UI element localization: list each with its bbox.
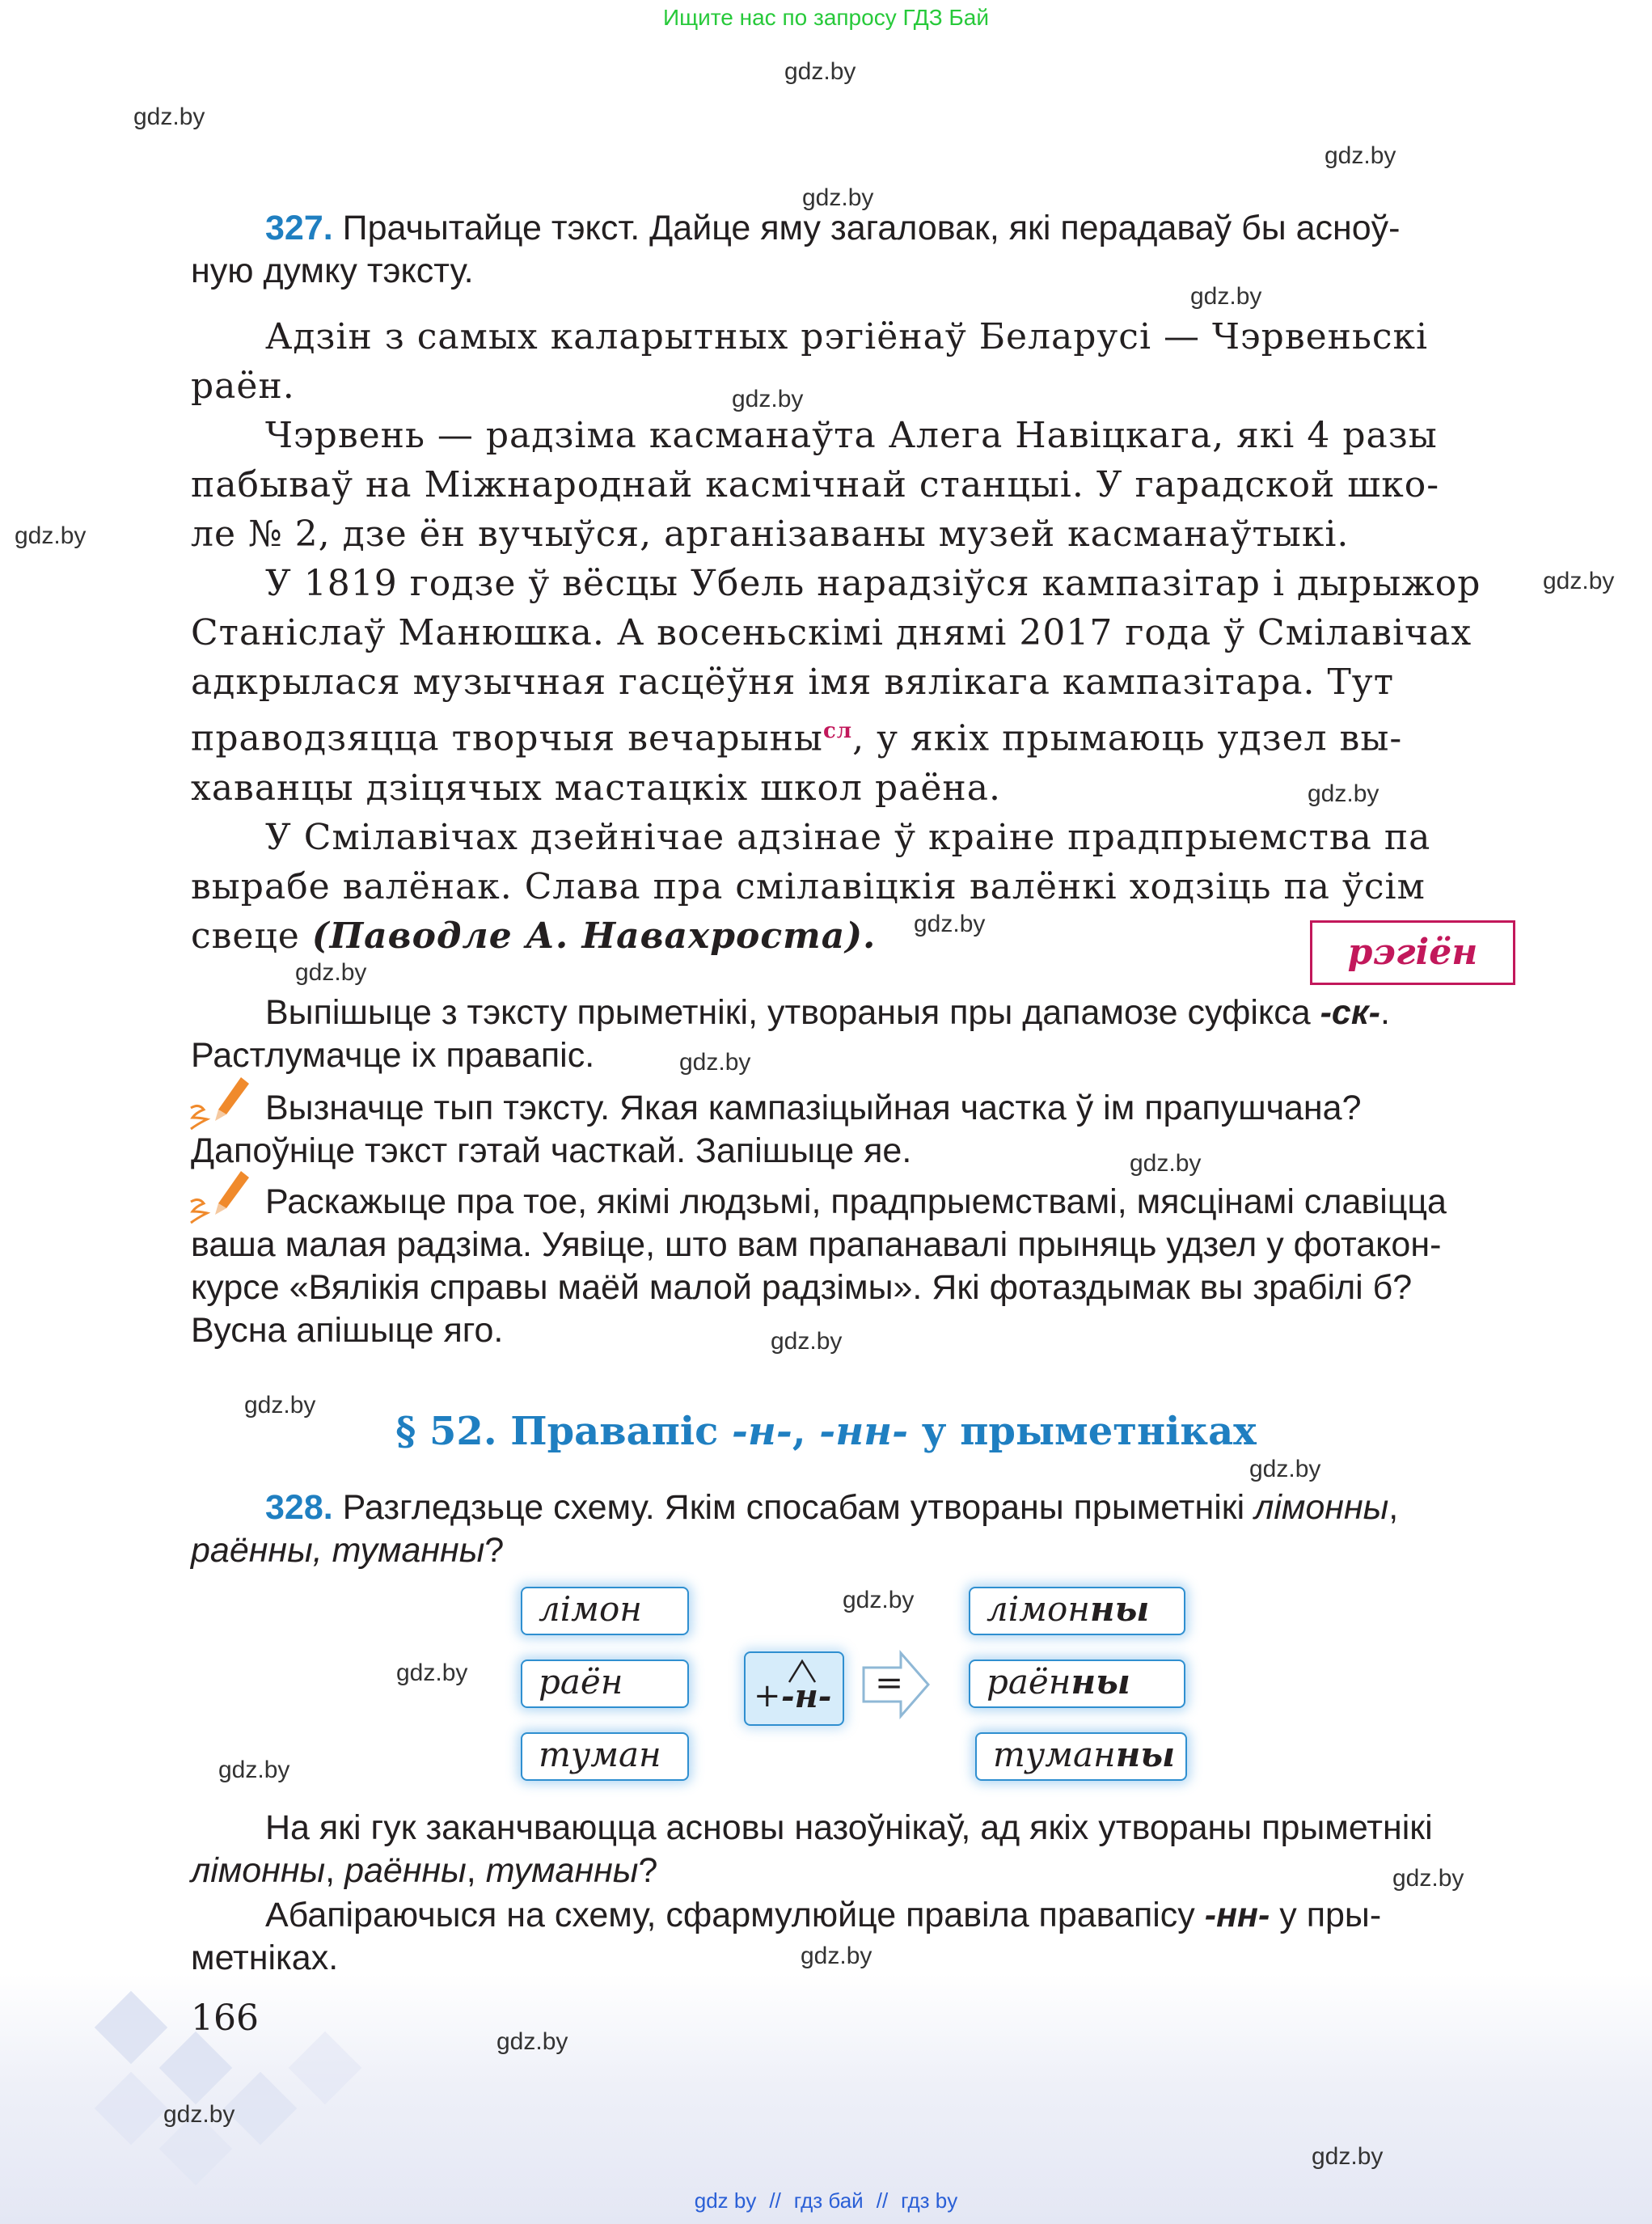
watermark: gdz.by	[133, 104, 205, 130]
footer-link[interactable]: gdz by	[694, 2188, 757, 2213]
watermark: gdz.by	[914, 911, 986, 937]
scheme-base-box: лімон	[521, 1587, 689, 1635]
watermark: gdz.by	[1543, 568, 1615, 594]
footer-link[interactable]: гдз by	[901, 2188, 958, 2213]
watermark: gdz.by	[218, 1757, 290, 1783]
page-number: 166	[191, 1998, 259, 2039]
exercise-328-task: 328. Разгледзьце схему. Якім спосабам утвораны прыметнікі лімонны, раённы, туманны?	[191, 1488, 1399, 1570]
watermark: gdz.by	[1130, 1150, 1202, 1177]
exercise-327-task-2: Вызначце тып тэксту. Якая кампазіцыйная частка ў ім прапушчана? Дапоўніце тэкст гэтай часткай. Запішыце яе.	[191, 1089, 1362, 1170]
footer-links	[0, 2188, 1652, 2213]
top-banner[interactable]: Ищите нас по запросу ГДЗ Бай	[662, 5, 990, 30]
exercise-327-task-1: Выпішыце з тэксту прыметнікі, утвораныя пры дапамозе суфікса -ск-. Растлумачце іх правапіс.	[191, 993, 1390, 1075]
exercise-number: 328.	[265, 1488, 333, 1527]
text-source: (Паводле А. Навахроста).	[311, 915, 877, 957]
exercise-328-question-2: Абапіраючыся на схему, сфармулюйце правіла правапісу -нн- у пры- метніках.	[191, 1896, 1382, 1977]
exercise-327-task: 327. Прачытайце тэкст. Дайце яму загаловак, які перадаваў бы асноў- ную думку тэксту.	[191, 209, 1401, 290]
footer-link[interactable]: гдз бай	[793, 2188, 864, 2213]
watermark: gdz.by	[295, 959, 367, 986]
watermark: gdz.by	[1392, 1865, 1464, 1892]
scheme-result-box: лімонны	[969, 1587, 1185, 1635]
watermark: gdz.by	[1249, 1456, 1321, 1482]
vocabulary-word-badge: рэгіён	[1310, 920, 1515, 985]
watermark: gdz.by	[802, 184, 874, 211]
watermark: gdz.by	[15, 522, 87, 549]
section-heading: § 52. Правапіс -н-, -нн- у прыметніках	[395, 1409, 1257, 1454]
watermark: gdz.by	[801, 1943, 872, 1969]
watermark: gdz.by	[163, 2101, 235, 2128]
footer-separator: //	[876, 2188, 889, 2213]
watermark: gdz.by	[244, 1392, 316, 1419]
exercise-328-question-1: На які гук заканчваюцца асновы назоўнікаў, ад якіх утвораны прыметнікі лімонны, раённы, туманны?	[191, 1808, 1433, 1890]
exercise-327-task-3: Раскажыце пра тое, якімі людзьмі, прадпрыемствамі, мясцінамі славіцца ваша малая радзіма. Уявіце, што вам прапанавалі прыняць удзел у фотакон- курсе «Вялікія справы маёй малой радзімы». Які фотаздымак вы зрабілі б? Вусна апішыце яго.	[191, 1182, 1447, 1350]
watermark: gdz.by	[732, 386, 804, 412]
footer-separator: //	[769, 2188, 781, 2213]
watermark: gdz.by	[496, 2028, 568, 2055]
scheme-result-box: раённы	[969, 1660, 1185, 1708]
watermark: gdz.by	[679, 1049, 751, 1076]
exercise-327-text: Адзін з самых каларытных рэгіёнаў Беларусі — Чэрвеньскі раён. Чэрвень — радзіма касманаўта Алега Навіцкага, які 4 разы пабываў на Міжнароднай касмічнай станцыі. У гарадской шко- ле № 2, дзе ён вучыўся, арганізаваны музей касманаўтыкі. У 1819 годзе ў вёсцы Убель нарадзіўся кампазітар і дырыжор Станіслаў Манюшка. А восеньскімі днямі 2017 года ў Смілавічах адкрылася музычная гасцёўня імя вялікага кампазітара. Тут праводзяцца творчыя вечарыны$^{сл}$, у якіх прымаюць удзел вы- хаванцы дзіцячых мастацкіх школ раёна. У Смілавічах дзейнічае адзінае ў краіне прадпрыемства па вырабе валёнак. Слава пра смілавіцкія валёнкі ходзіць па ўсім свеце (Паводле А. Навахроста).	[191, 316, 1481, 957]
watermark: gdz.by	[843, 1587, 915, 1613]
watermark: gdz.by	[1190, 283, 1262, 310]
scheme-suffix-box: + -н-	[744, 1651, 844, 1726]
watermark: gdz.by	[1308, 780, 1379, 807]
vocabulary-mark: сл	[822, 719, 853, 743]
watermark: gdz.by	[784, 58, 856, 85]
watermark: gdz.by	[396, 1660, 468, 1686]
watermark: gdz.by	[771, 1328, 843, 1355]
scheme-base-box: туман	[521, 1732, 689, 1781]
scheme-result-box: туманны	[975, 1732, 1187, 1781]
exercise-number: 327.	[265, 209, 333, 247]
watermark: gdz.by	[1312, 2143, 1384, 2170]
equals-sign: =	[875, 1663, 904, 1702]
watermark: gdz.by	[1325, 142, 1396, 169]
scheme-base-box: раён	[521, 1660, 689, 1708]
